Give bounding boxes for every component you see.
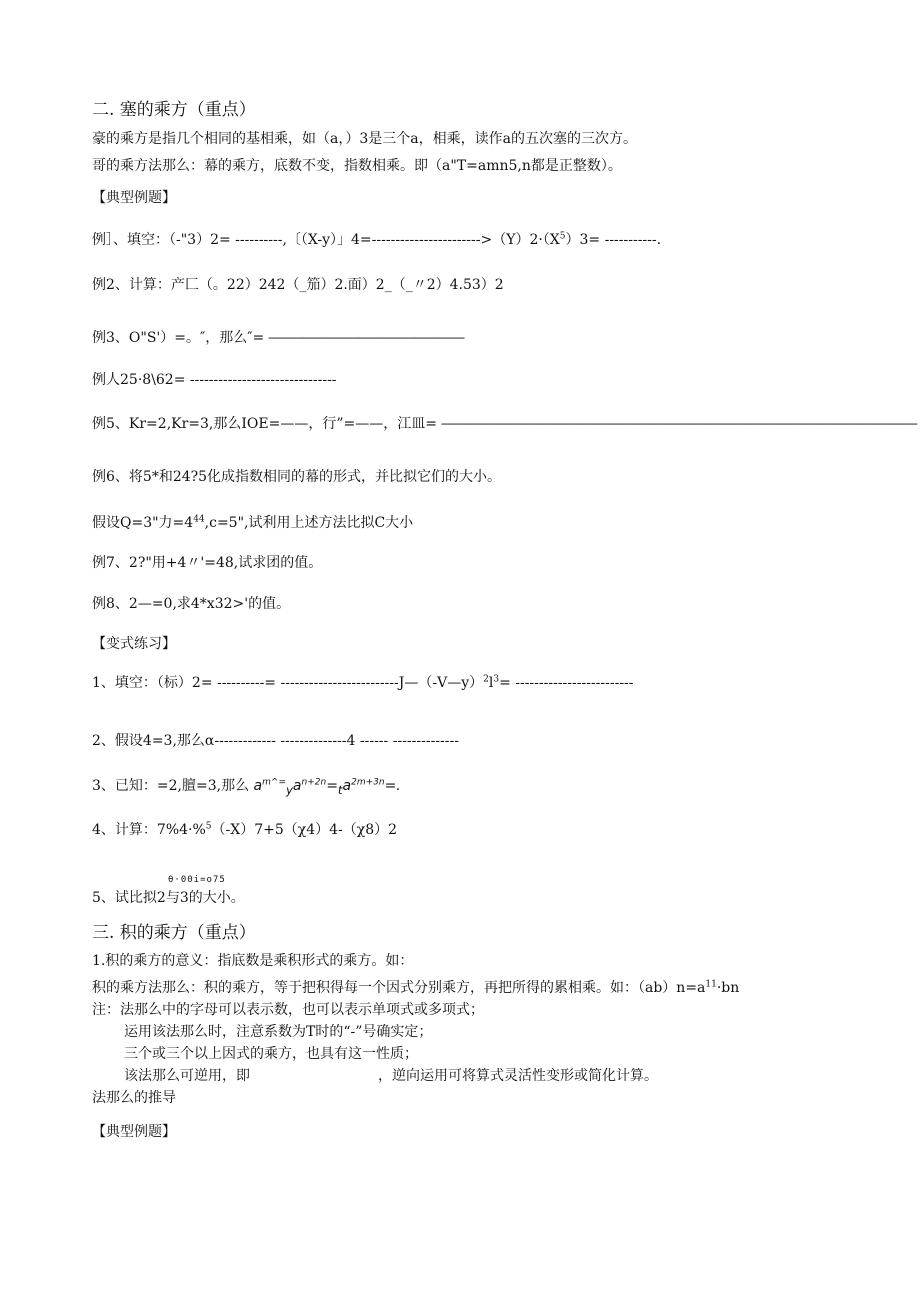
example-1-text: 例］、填空：（-"3）2= ----------,〔（X-y）」4=----------------------->（Y）2·（X	[92, 232, 560, 248]
example-1-tail: ）3= -----------.	[565, 232, 662, 248]
section2-heading: 二. 塞的乘方（重点）	[92, 100, 256, 120]
example-6-followup-tail: ,c=5",试利用上述方法比拟C大小	[204, 515, 414, 531]
practice-1	[92, 673, 634, 693]
formula-sub2: t	[337, 782, 343, 797]
formula-exp2: n+2n	[301, 777, 327, 788]
variant-practice-title: 【变式练习】	[92, 636, 176, 652]
practice-1-sup2: 3	[493, 674, 500, 685]
practice-4-tail: （-X）7+5（χ4）4-（χ8）2	[211, 822, 398, 838]
example-4: 例人25·8\62= -------------------------------	[92, 372, 337, 388]
section2-examples-title: 【典型例题】	[92, 190, 176, 206]
practice-1-sup: 2	[483, 674, 489, 685]
practice-3-formula	[253, 777, 401, 797]
practice-4-sup: 5	[205, 821, 212, 832]
section3-note-4	[124, 1066, 658, 1086]
section3-note-1: 注：法那么中的字母可以表示数，也可以表示单项式或多项式；	[92, 1002, 484, 1018]
practice-5: 5、试比拟2与3的大小。	[92, 890, 245, 906]
section3-derivation: 法那么的推导	[92, 1090, 176, 1106]
section2-definition: 豪的乘方是指几个相同的基相乘，如（a，）3是三个a，相乘，读作a的五次塞的三次方。	[92, 131, 637, 147]
section3-note-4-text: 该法那么可逆用，即	[124, 1068, 250, 1084]
example-8: 例8、2—=0,求4*x32>'的值。	[92, 596, 291, 612]
practice-1-text: 1、填空：（标）2= ----------= -------------------------J—（-V—y）	[92, 675, 484, 691]
example-3: 例3、O"S'）=。″，那么″= ――――――――――――――	[92, 330, 465, 346]
practice-4-text: 4、计算：7%4·%	[92, 822, 206, 838]
example-6-followup	[92, 513, 413, 533]
example-1-sup: 5	[559, 231, 566, 242]
formula-sub1: y	[286, 782, 293, 797]
example-6-followup-sup: 44	[193, 514, 205, 525]
example-6-followup-text: 假设Q=3"力=4	[92, 515, 194, 531]
practice-3	[92, 776, 401, 800]
formula-a1: a	[253, 778, 263, 794]
section3-meaning: 1.积的乘方的意义：指底数是乘积形式的乘方。如：	[92, 953, 414, 969]
section3-rule	[92, 978, 739, 998]
practice-5-annotation: θ·00i=o75	[168, 875, 226, 885]
formula-end: =.	[384, 778, 401, 794]
section3-note-2: 运用该法那么时，注意系数为T时的“-”号确实定；	[124, 1024, 433, 1040]
section3-rule-tail: ·bn	[716, 980, 740, 996]
section3-rule-sup: 11	[705, 979, 717, 990]
formula-a2: a	[292, 778, 302, 794]
formula-exp3: 2m+3n	[351, 777, 385, 788]
practice-1-tail: = -------------------------	[499, 675, 634, 691]
example-1	[92, 230, 661, 250]
section3-heading: 三. 积的乘方（重点）	[92, 923, 256, 943]
section2-rule: 哥的乘方法那么：幕的乘方，底数不变，指数相乘。即（a"T=amn5,n都是正整数）。	[92, 158, 622, 174]
practice-2: 2、假设4=3,那么α------------- --------------4 ------ --------------	[92, 733, 459, 749]
section3-examples-title: 【典型例题】	[92, 1124, 176, 1140]
practice-3-text: 3、已知：=2,膻=3,那么	[92, 778, 250, 794]
practice-4	[92, 820, 397, 840]
formula-a3: a	[342, 778, 352, 794]
section3-note-3: 三个或三个以上因式的乘方，也具有这一性质；	[124, 1046, 418, 1062]
formula-eq: =	[326, 778, 338, 794]
example-7: 例7、2?"用+4〃'=48,试求团的值。	[92, 555, 323, 571]
formula-exp1: m^=	[262, 777, 286, 788]
section3-note-4-tail: ，逆向运用可将算式灵活性变形或简化计算。	[378, 1068, 658, 1084]
example-2: 例2、计算：产匚（。22）242（_笳）2.面）2_（_〃2）4.53）2	[92, 277, 504, 293]
practice-1-mid: l	[488, 675, 494, 691]
section3-rule-text: 积的乘方法那么：积的乘方，等于把积得每一个因式分别乘方，再把所得的累相乘。如：（ab）n=a	[92, 980, 706, 996]
example-6: 例6、将5*和24?5化成指数相同的幕的形式，并比拟它们的大小。	[92, 469, 502, 485]
example-5: 例5、Kr=2,Kr=3,那么IOE=——，行”=——，江皿= ――――――――――――――――――――――――――――――――――	[92, 416, 918, 432]
